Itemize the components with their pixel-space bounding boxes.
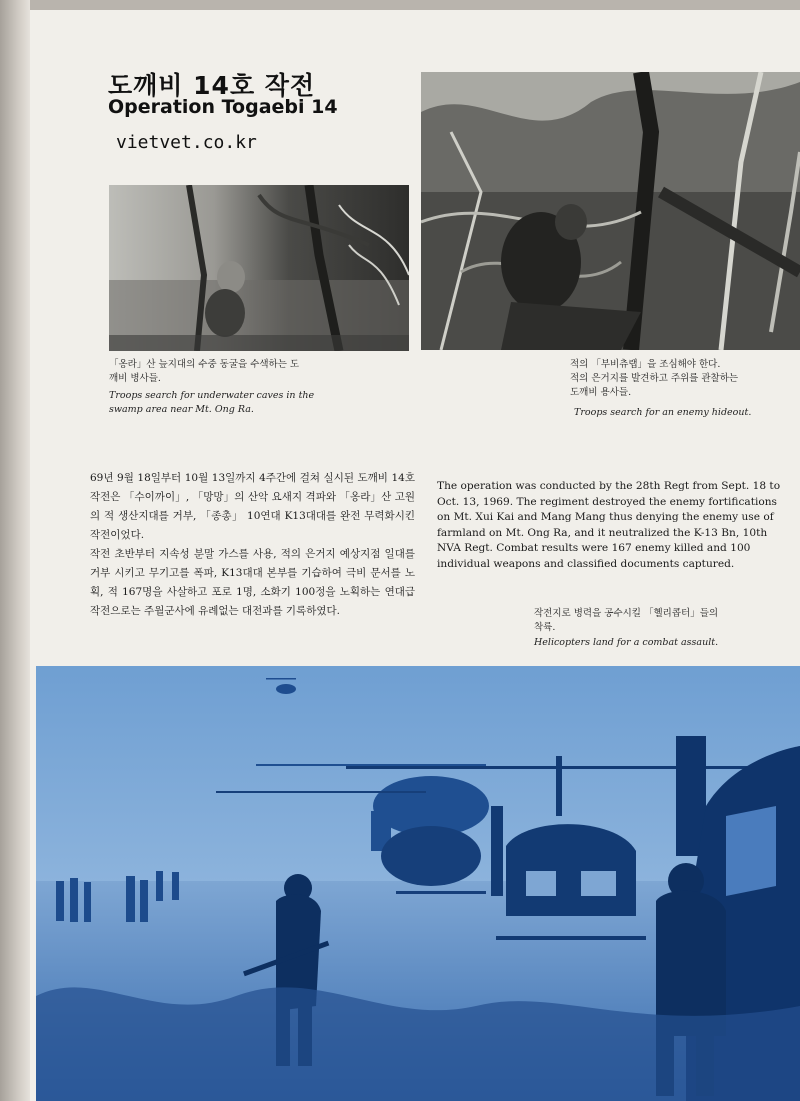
page-title-english: Operation Togaebi 14 xyxy=(108,96,338,118)
page-title-korean: 도깨비 14호 작전 xyxy=(108,71,316,100)
caption-english: Troops search for an enemy hideout. xyxy=(574,407,752,418)
caption-korean: 「옹라」산 늪지대의 수중 동굴을 수색하는 도 깨비 병사들. xyxy=(109,359,300,384)
caption-korean: 작전지로 병력을 공수시킬 「헬리콥터」들의 착륙. xyxy=(534,608,719,633)
helicopter-landing-photo xyxy=(36,666,800,1101)
swamp-photo-caption xyxy=(109,358,319,417)
caption-english: Helicopters land for a combat assault. xyxy=(534,637,719,648)
article-body-english: The operation was conducted by the 28th Regt from Sept. 18 to Oct. 13, 1969. The regiment destroyed the enemy fortifications on Mt. Xui Kai and Mang Mang thus denying the enemy use of farmland on Mt. Ong Ra, and it neutralized the K-13 Bn, 10th NVA Regt. Combat results were 167 enemy killed and 100 individual weapons and classified documents captured. xyxy=(437,480,781,570)
caption-english: Troops search for underwater caves in the swamp area near Mt. Ong Ra. xyxy=(109,390,315,415)
hideout-photo-caption xyxy=(570,358,770,420)
enemy-hideout-photo xyxy=(421,72,800,350)
swamp-search-photo xyxy=(109,185,409,351)
helicopter-photo-caption xyxy=(534,607,764,650)
caption-korean: 적의 「부비츄랩」을 조심해야 한다. 적의 은거지를 발견하고 주위를 관찰하는 도깨비 용사들. xyxy=(570,359,739,398)
article-body-korean: 69년 9월 18일부터 10월 13일까지 4주간에 걸쳐 실시된 도깨비 14호 작전은 「수이까이」, 「망망」의 산악 요새지 격파와 「옹라」산 고원의 적 생산지대를 거부, 「종총」 10연대 K13대대를 완전 무력화시킨 작전이었다. 작전 초반부터 지속성 분말 가스를 사용, 적의 은거지 예상지점 일대를 거부 시키고 무기고를 폭파, K13대대 본부를 기습하여 극비 문서를 노획, 적 167명을 사살하고 포로 1명, 소화기 100정을 노획하는 연대급 작전으로는 주월군사에 유례없는 대전과를 기록하였다. xyxy=(90,472,415,617)
page-binding-edge xyxy=(0,0,30,1101)
site-watermark: vietvet.co.kr xyxy=(116,132,257,153)
